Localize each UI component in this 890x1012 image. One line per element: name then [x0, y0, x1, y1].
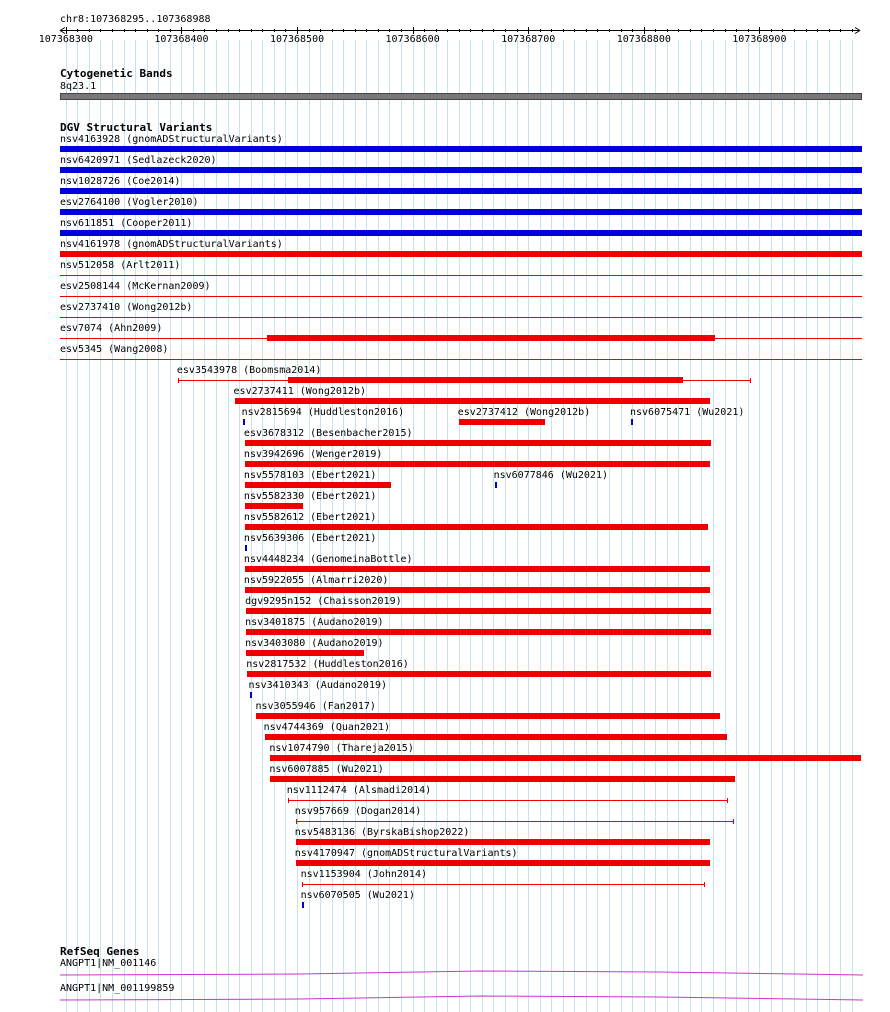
variant-label: nsv1112474 (Alsmadi2014) — [286, 785, 432, 796]
variant-line[interactable] — [60, 296, 862, 297]
variant-bar[interactable] — [459, 419, 546, 425]
variant-end-cap — [296, 819, 297, 824]
ruler[interactable] — [0, 22, 890, 34]
variant-bar[interactable] — [250, 692, 252, 698]
variant-bar[interactable] — [247, 671, 710, 677]
gene-label: ANGPT1|NM_001199859 — [60, 983, 175, 994]
variant-bar[interactable] — [246, 608, 711, 614]
variant-line[interactable] — [302, 884, 705, 885]
variant-bar[interactable] — [245, 440, 711, 446]
variant-bar[interactable] — [270, 776, 735, 782]
variant-bar[interactable] — [60, 209, 862, 215]
variant-bar[interactable] — [495, 482, 497, 488]
variant-label: nsv5582330 (Ebert2021) — [243, 491, 377, 502]
variant-bar[interactable] — [296, 860, 710, 866]
variant-bar[interactable] — [267, 335, 715, 341]
gene-intron-line[interactable] — [60, 969, 865, 977]
variant-bar[interactable] — [245, 482, 391, 488]
variant-label: nsv6077846 (Wu2021) — [493, 470, 608, 481]
variant-line[interactable] — [60, 359, 862, 360]
cytoband-label: 8q23.1 — [60, 81, 97, 92]
refseq-track-title[interactable]: RefSeq Genes — [60, 945, 140, 958]
variant-label: nsv6420971 (Sedlazeck2020) — [60, 155, 217, 166]
variant-line[interactable] — [288, 800, 728, 801]
variant-bar[interactable] — [243, 419, 245, 425]
variant-label: nsv4448234 (GenomeinaBottle) — [243, 554, 413, 565]
variant-label: nsv1028726 (Coe2014) — [60, 176, 181, 187]
ruler-tick-label: 107368900 — [732, 34, 787, 45]
variant-label: nsv4744369 (Quan2021) — [263, 722, 391, 733]
variant-label: esv5345 (Wang2008) — [60, 344, 169, 355]
variant-label: esv7074 (Ahn2009) — [60, 323, 163, 334]
ruler-tick-label: 107368400 — [154, 34, 209, 45]
variant-label: esv2508144 (McKernan2009) — [60, 281, 211, 292]
variant-label: nsv3401875 (Audano2019) — [245, 617, 384, 628]
variant-label: nsv512058 (Arlt2011) — [60, 260, 181, 271]
variant-end-cap — [178, 378, 179, 383]
variant-bar[interactable] — [265, 734, 727, 740]
variant-label: nsv4161978 (gnomADStructuralVariants) — [60, 239, 283, 250]
variant-end-cap — [302, 882, 303, 887]
variant-end-cap — [733, 819, 734, 824]
variant-label: esv3678312 (Besenbacher2015) — [243, 428, 413, 439]
variant-bar[interactable] — [270, 755, 861, 761]
variant-bar[interactable] — [246, 650, 364, 656]
variant-bar[interactable] — [288, 377, 683, 383]
variant-label: nsv611851 (Cooper2011) — [60, 218, 193, 229]
variant-label: nsv6070505 (Wu2021) — [300, 890, 415, 901]
variant-bar[interactable] — [245, 524, 708, 530]
variant-label: nsv5582612 (Ebert2021) — [243, 512, 377, 523]
variant-end-cap — [704, 882, 705, 887]
variant-label: nsv1153904 (John2014) — [300, 869, 427, 880]
variant-bar[interactable] — [245, 503, 303, 509]
variant-label: esv2737412 (Wong2012b) — [457, 407, 591, 418]
variant-label: esv2764100 (Vogler2010) — [60, 197, 199, 208]
ruler-tick-label: 107368800 — [616, 34, 671, 45]
variant-label: nsv6007885 (Wu2021) — [269, 764, 384, 775]
ruler-tick-label: 107368300 — [38, 34, 93, 45]
variant-bar[interactable] — [245, 587, 710, 593]
variant-bar[interactable] — [296, 839, 710, 845]
variant-label: nsv3410343 (Audano2019) — [248, 680, 388, 691]
variant-label: nsv5922055 (Almarri2020) — [243, 575, 389, 586]
ruler-tick-label: 107368700 — [501, 34, 556, 45]
variant-bar[interactable] — [60, 167, 862, 173]
variant-label: nsv2815694 (Huddleston2016) — [241, 407, 405, 418]
gene-intron-line[interactable] — [60, 994, 865, 1002]
variant-label: nsv3055946 (Fan2017) — [255, 701, 376, 712]
variant-line[interactable] — [60, 275, 862, 276]
variant-bar[interactable] — [60, 188, 862, 194]
variant-bar[interactable] — [256, 713, 719, 719]
ruler-tick-label: 107368500 — [269, 34, 325, 45]
variant-label: esv3543978 (Boomsma2014) — [176, 365, 322, 376]
variant-bar[interactable] — [235, 398, 710, 404]
variant-bar[interactable] — [245, 566, 710, 572]
variant-bar[interactable] — [302, 902, 304, 908]
variant-end-cap — [727, 798, 728, 803]
variant-line[interactable] — [296, 821, 734, 822]
variant-label: nsv5483136 (ByrskaBishop2022) — [294, 827, 470, 838]
cytoband-bar[interactable] — [60, 93, 862, 100]
variant-label: nsv1074790 (Thareja2015) — [269, 743, 414, 754]
variant-end-cap — [750, 378, 751, 383]
variant-label: nsv3403080 (Audano2019) — [245, 638, 384, 649]
variant-label: nsv2817532 (Huddleston2016) — [246, 659, 409, 670]
variant-label: nsv5639306 (Ebert2021) — [243, 533, 377, 544]
variant-bar[interactable] — [60, 251, 862, 257]
variant-bar[interactable] — [60, 146, 862, 152]
variant-label: esv2737410 (Wong2012b) — [60, 302, 193, 313]
variant-bar[interactable] — [631, 419, 633, 425]
variant-bar[interactable] — [245, 545, 247, 551]
variant-label: nsv4170947 (gnomADStructuralVariants) — [294, 848, 518, 859]
dgv-track-title[interactable]: DGV Structural Variants — [60, 121, 213, 134]
ruler-tick-label: 107368600 — [385, 34, 440, 45]
location-label: chr8:107368295..107368988 — [60, 14, 211, 25]
variant-label: nsv3942696 (Wenger2019) — [243, 449, 383, 460]
variant-label: nsv6075471 (Wu2021) — [629, 407, 745, 418]
variant-bar[interactable] — [60, 230, 862, 236]
variant-label: nsv5578103 (Ebert2021) — [243, 470, 377, 481]
variant-end-cap — [288, 798, 289, 803]
variant-bar[interactable] — [246, 629, 711, 635]
variant-bar[interactable] — [245, 461, 710, 467]
gene-label: ANGPT1|NM_001146 — [60, 958, 157, 969]
variant-label: nsv4163928 (gnomADStructuralVariants) — [60, 134, 283, 145]
variant-line[interactable] — [60, 317, 862, 318]
cytoband-track-title[interactable]: Cytogenetic Bands — [60, 67, 173, 80]
variant-label: esv2737411 (Wong2012b) — [233, 386, 366, 397]
variant-label: dgv9295n152 (Chaisson2019) — [245, 596, 402, 607]
variant-label: nsv957669 (Dogan2014) — [294, 806, 422, 817]
